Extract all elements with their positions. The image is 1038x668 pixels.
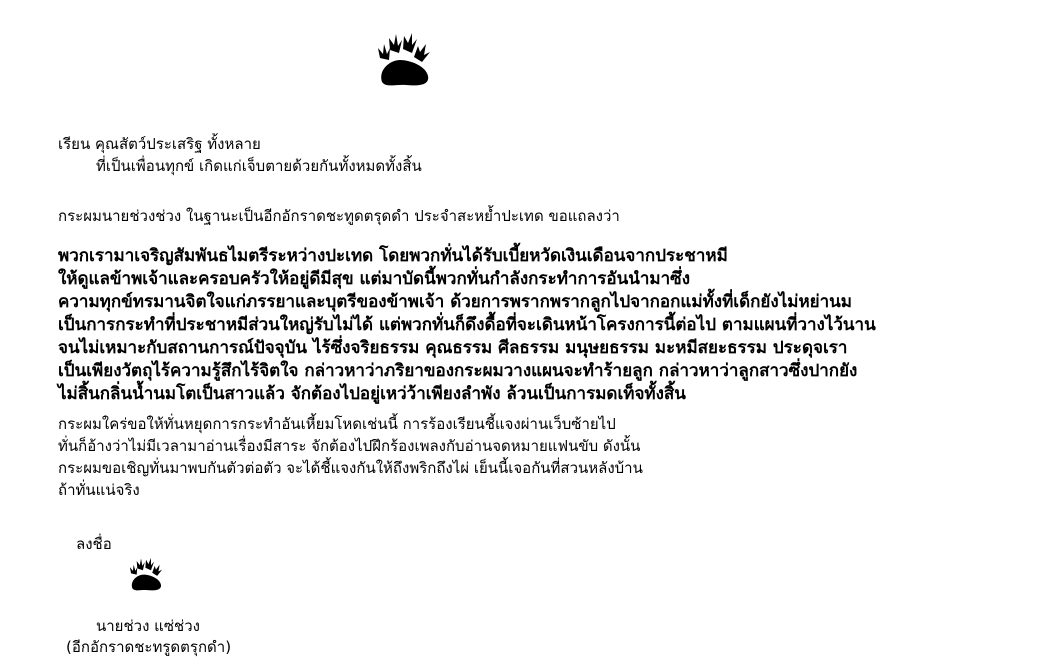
request-line: กระผมใคร่ขอให้ทั่นหยุดการกระทำอันเหี้ยมโหดเช่นนี้ การร้องเรียนชี้แจงผ่านเว็บซ้ายไป xyxy=(58,415,616,433)
paw-print-icon xyxy=(128,556,164,592)
salutation-line: ที่เป็นเพื่อนทุกข์ เกิดแก่เจ็บตายด้วยกันทั้งหมดทั้งสิ้น xyxy=(96,157,422,175)
body-line: ให้ดูแลข้าพเจ้าและครอบครัวให้อยู่ดีมีสุข แต่มาบัดนี้พวกทั่นกำลังกระทำการอันนำมาซึ่ง xyxy=(58,269,691,289)
request-line: ถ้าทั่นแน่จริง xyxy=(58,481,140,499)
salutation-line: เรียน คุณสัตว์ประเสริฐ ทั้งหลาย xyxy=(58,135,261,153)
body-line: เป็นการกระทำที่ประชาหมีส่วนใหญ่รับไม่ได้ แต่พวกทั่นก็ดึงดื้อที่จะเดินหน้าโครงการนี้ต่อไป ตามแผนที่วางไว้นาน xyxy=(58,315,876,335)
intro-line: กระผมนายช่วงช่วง ในฐานะเป็นอีกอักราดชะทูดตรุดดำ ประจำสะหย้ำปะเทด ขอแถลงว่า xyxy=(58,207,620,225)
body-line: ความทุกข์ทรมานจิตใจแก่ภรรยาและบุตรีของข้าพเจ้า ด้วยการพรากพรากลูกไปจากอกแม่ทั้งที่เด็กยังไม่หย่านม xyxy=(58,292,852,312)
body-line: ไม่สิ้นกลิ่นน้ำนมโตเป็นสาวแล้ว จักต้องไปอยู่เหว่ว้าเพียงลำพัง ล้วนเป็นการมดเท็จทั้งสิ้น xyxy=(58,384,686,404)
body-line: เป็นเพียงวัตถุไร้ความรู้สึกไร้จิตใจ กล่าวหาว่าภริยาของกระผมวางแผนจะทำร้ายลูก กล่าวหาว่าลูกสาวซึ่งปากยัง xyxy=(58,361,858,381)
body-line: จนไม่เหมาะกับสถานการณ์ปัจจุบัน ไร้ซึ่งจริยธรรม คุณธรรม ศีลธรรม มนุษยธรรม มะหมีสยะธรรม ประดุจเรา xyxy=(58,338,848,358)
signer-title: (อีกอักราดชะทรูดตรุกดำ) xyxy=(66,638,232,656)
paw-print-icon xyxy=(376,30,432,88)
body-line: พวกเรามาเจริญสัมพันธไมตรีระหว่างปะเทด โดยพวกทั่นได้รับเบี้ยหวัดเงินเดือนจากประชาหมี xyxy=(58,246,728,266)
request-line: กระผมขอเชิญทั่นมาพบกันตัวต่อตัว จะได้ชี้แจงกันให้ถึงพริกถึงไผ่ เย็นนี้เจอกันที่สวนหลังบ้าน xyxy=(58,459,643,477)
request-line: ทั่นก็อ้างว่าไม่มีเวลามาอ่านเรื่องมีสาระ จักต้องไปฝึกร้องเพลงกับอ่านจดหมายแฟนขับ ดังนั้น xyxy=(58,437,641,455)
signoff-label: ลงชื่อ xyxy=(76,535,112,553)
signer-name: นายช่วง แซ่ช่วง xyxy=(96,617,200,635)
